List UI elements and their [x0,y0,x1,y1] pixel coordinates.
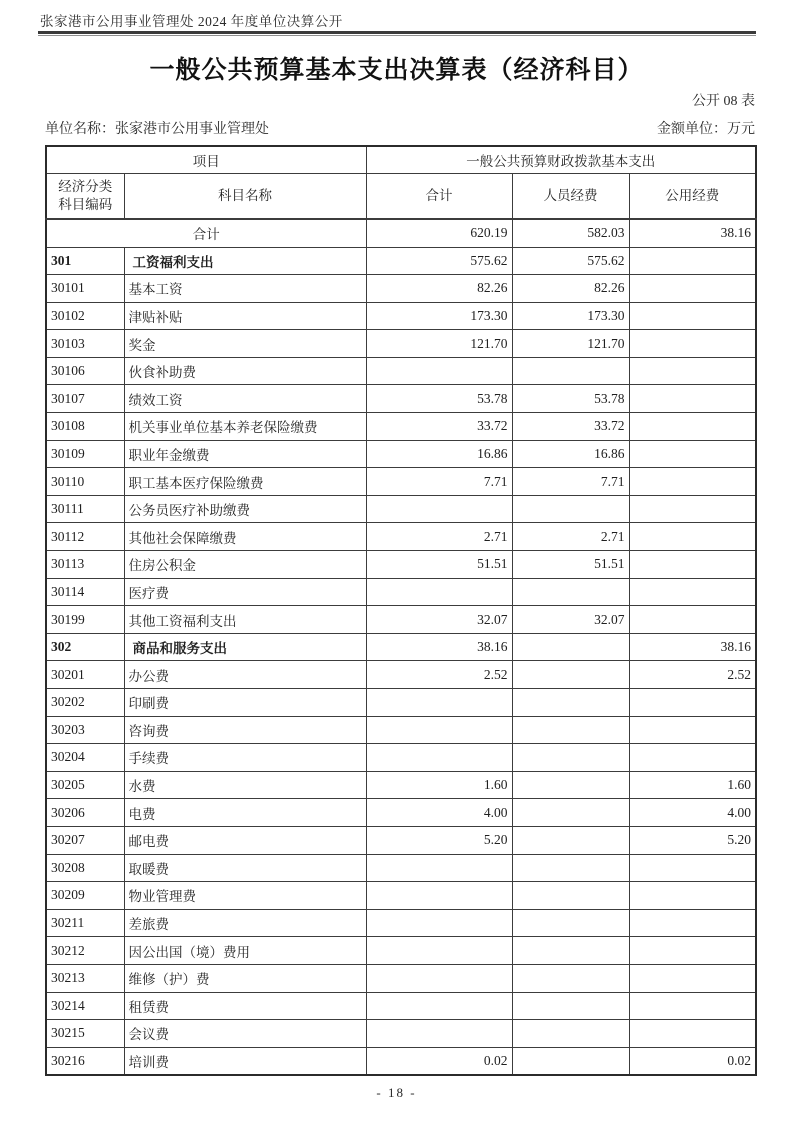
cell-subject-name: 培训费 [124,1047,366,1075]
cell-total: 7.71 [366,468,512,496]
cell-subject-name: 印刷费 [124,689,366,717]
cell-total: 33.72 [366,413,512,441]
cell-public [629,468,756,496]
cell-economic-code: 30108 [46,413,124,441]
cell-personnel [512,799,629,827]
cell-public: 5.20 [629,826,756,854]
cell-total: 2.71 [366,523,512,551]
table-row [46,882,756,910]
cell-total [366,854,512,882]
table-row [46,689,756,717]
header-economic-code-line1: 经济分类 [58,178,113,194]
cell-public [629,495,756,523]
grand-total-personnel: 582.03 [512,219,629,247]
page-number: - 18 - [376,1085,417,1100]
cell-public [629,523,756,551]
table-row [46,744,756,772]
cell-public [629,440,756,468]
cell-economic-code: 30206 [46,799,124,827]
cell-total: 16.86 [366,440,512,468]
cell-personnel: 575.62 [512,247,629,275]
cell-subject-name: 绩效工资 [124,385,366,413]
cell-public [629,744,756,772]
cell-personnel [512,357,629,385]
cell-personnel [512,771,629,799]
cell-total: 1.60 [366,771,512,799]
header-fiscal-group: 一般公共预算财政拨款基本支出 [366,146,756,173]
grand-total-label: 合计 [46,219,366,247]
page-title: 一般公共预算基本支出决算表（经济科目） [149,57,644,84]
cell-economic-code: 30211 [46,909,124,937]
table-row [46,992,756,1020]
cell-subject-name: 工资福利支出 [124,247,366,275]
cell-economic-code: 30101 [46,275,124,303]
meta-line [45,118,755,138]
header-economic-code [46,173,124,219]
cell-subject-name: 机关事业单位基本养老保险缴费 [124,413,366,441]
cell-economic-code: 30216 [46,1047,124,1075]
cell-total: 82.26 [366,275,512,303]
cell-total [366,716,512,744]
cell-total [366,744,512,772]
table-row [46,799,756,827]
cell-personnel [512,992,629,1020]
cell-total [366,495,512,523]
cell-personnel [512,937,629,965]
cell-public [629,357,756,385]
cell-personnel [512,854,629,882]
cell-subject-name: 取暖费 [124,854,366,882]
cell-public [629,413,756,441]
amount-unit-label: 金额单位：万元 [657,122,755,137]
cell-total [366,909,512,937]
table-row [46,633,756,661]
cell-subject-name: 因公出国（境）费用 [124,937,366,965]
cell-economic-code: 30205 [46,771,124,799]
cell-public [629,909,756,937]
cell-total: 32.07 [366,606,512,634]
cell-economic-code: 302 [46,633,124,661]
cell-total: 0.02 [366,1047,512,1075]
cell-personnel [512,1047,629,1075]
cell-personnel [512,578,629,606]
cell-public [629,247,756,275]
cell-public [629,385,756,413]
cell-personnel [512,661,629,689]
header-personnel: 人员经费 [512,173,629,219]
cell-subject-name: 手续费 [124,744,366,772]
cell-subject-name: 职工基本医疗保险缴费 [124,468,366,496]
cell-subject-name: 奖金 [124,330,366,358]
cell-economic-code: 301 [46,247,124,275]
cell-personnel [512,633,629,661]
cell-personnel: 51.51 [512,551,629,579]
header-divider-thin-line [38,35,756,36]
cell-personnel [512,909,629,937]
cell-total [366,882,512,910]
cell-personnel: 16.86 [512,440,629,468]
cell-public [629,937,756,965]
header-divider-thick-line [38,31,756,34]
cell-personnel: 173.30 [512,302,629,330]
cell-economic-code: 30114 [46,578,124,606]
cell-subject-name: 基本工资 [124,275,366,303]
cell-economic-code: 30207 [46,826,124,854]
cell-personnel: 82.26 [512,275,629,303]
table-row [46,523,756,551]
cell-public [629,302,756,330]
cell-personnel [512,744,629,772]
header-project: 项目 [46,146,366,173]
table-row [46,495,756,523]
cell-economic-code: 30214 [46,992,124,1020]
cell-subject-name: 租赁费 [124,992,366,1020]
table-row [46,771,756,799]
cell-personnel: 121.70 [512,330,629,358]
budget-table [45,145,757,1076]
table-row [46,385,756,413]
cell-personnel: 32.07 [512,606,629,634]
cell-subject-name: 电费 [124,799,366,827]
table-row [46,964,756,992]
cell-public [629,330,756,358]
cell-public [629,1020,756,1048]
cell-economic-code: 30110 [46,468,124,496]
cell-economic-code: 30103 [46,330,124,358]
cell-public [629,606,756,634]
cell-economic-code: 30106 [46,357,124,385]
header-total: 合计 [366,173,512,219]
cell-personnel [512,882,629,910]
cell-economic-code: 30109 [46,440,124,468]
table-row [46,716,756,744]
table-row [46,468,756,496]
table-row [46,275,756,303]
cell-economic-code: 30107 [46,385,124,413]
cell-personnel: 2.71 [512,523,629,551]
cell-total [366,964,512,992]
cell-economic-code: 30203 [46,716,124,744]
cell-public: 2.52 [629,661,756,689]
table-row [46,330,756,358]
cell-total [366,689,512,717]
header-public: 公用经费 [629,173,756,219]
cell-economic-code: 30208 [46,854,124,882]
cell-economic-code: 30199 [46,606,124,634]
cell-public [629,854,756,882]
cell-total [366,992,512,1020]
cell-personnel [512,964,629,992]
cell-economic-code: 30112 [46,523,124,551]
cell-personnel [512,495,629,523]
cell-subject-name: 物业管理费 [124,882,366,910]
cell-total: 2.52 [366,661,512,689]
cell-personnel: 33.72 [512,413,629,441]
cell-public: 4.00 [629,799,756,827]
cell-subject-name: 会议费 [124,1020,366,1048]
cell-subject-name: 其他社会保障缴费 [124,523,366,551]
cell-total: 173.30 [366,302,512,330]
table-row [46,661,756,689]
cell-total: 4.00 [366,799,512,827]
cell-total: 5.20 [366,826,512,854]
cell-total: 51.51 [366,551,512,579]
cell-subject-name: 商品和服务支出 [124,633,366,661]
cell-economic-code: 30213 [46,964,124,992]
table-row [46,440,756,468]
cell-economic-code: 30212 [46,937,124,965]
cell-public [629,275,756,303]
cell-subject-name: 水费 [124,771,366,799]
cell-personnel [512,716,629,744]
header-subject-name: 科目名称 [124,173,366,219]
cell-economic-code: 30102 [46,302,124,330]
table-row [46,551,756,579]
cell-public [629,689,756,717]
table-row [46,302,756,330]
table-row [46,413,756,441]
table-row [46,1047,756,1075]
cell-public: 38.16 [629,633,756,661]
cell-subject-name: 住房公积金 [124,551,366,579]
cell-economic-code: 30215 [46,1020,124,1048]
table-row [46,578,756,606]
cell-total [366,357,512,385]
cell-personnel [512,826,629,854]
table-header-row-2 [46,173,756,219]
running-header: 张家港市公用事业管理处 2024 年度单位决算公开 [40,14,343,29]
table-row [46,937,756,965]
header-economic-code-line2: 科目编码 [58,196,113,212]
cell-public [629,992,756,1020]
cell-public [629,964,756,992]
table-row [46,854,756,882]
cell-economic-code: 30209 [46,882,124,910]
table-row [46,909,756,937]
cell-personnel: 53.78 [512,385,629,413]
cell-public [629,551,756,579]
cell-subject-name: 医疗费 [124,578,366,606]
table-row [46,247,756,275]
cell-total [366,578,512,606]
cell-subject-name: 伙食补助费 [124,357,366,385]
cell-subject-name: 差旅费 [124,909,366,937]
table-row [46,357,756,385]
grand-total-row [46,219,756,247]
cell-subject-name: 津贴补贴 [124,302,366,330]
cell-total [366,1020,512,1048]
cell-total: 38.16 [366,633,512,661]
cell-total [366,937,512,965]
grand-total-public: 38.16 [629,219,756,247]
table-row [46,606,756,634]
cell-subject-name: 邮电费 [124,826,366,854]
cell-personnel: 7.71 [512,468,629,496]
cell-personnel [512,689,629,717]
table-row [46,1020,756,1048]
cell-subject-name: 公务员医疗补助缴费 [124,495,366,523]
cell-public: 1.60 [629,771,756,799]
cell-total: 575.62 [366,247,512,275]
cell-economic-code: 30202 [46,689,124,717]
cell-total: 53.78 [366,385,512,413]
cell-public [629,716,756,744]
cell-economic-code: 30201 [46,661,124,689]
grand-total-total: 620.19 [366,219,512,247]
table-body [46,146,756,1075]
cell-economic-code: 30204 [46,744,124,772]
cell-subject-name: 咨询费 [124,716,366,744]
cell-economic-code: 30111 [46,495,124,523]
cell-public [629,578,756,606]
cell-subject-name: 其他工资福利支出 [124,606,366,634]
table-code-label: 公开 08 表 [692,94,755,109]
cell-subject-name: 维修（护）费 [124,964,366,992]
cell-economic-code: 30113 [46,551,124,579]
cell-subject-name: 办公费 [124,661,366,689]
cell-public: 0.02 [629,1047,756,1075]
unit-name-label: 单位名称：张家港市公用事业管理处 [45,122,269,137]
cell-total: 121.70 [366,330,512,358]
table-row [46,826,756,854]
header-divider [38,31,756,37]
cell-subject-name: 职业年金缴费 [124,440,366,468]
cell-personnel [512,1020,629,1048]
table-header-row-1 [46,146,756,173]
cell-public [629,882,756,910]
